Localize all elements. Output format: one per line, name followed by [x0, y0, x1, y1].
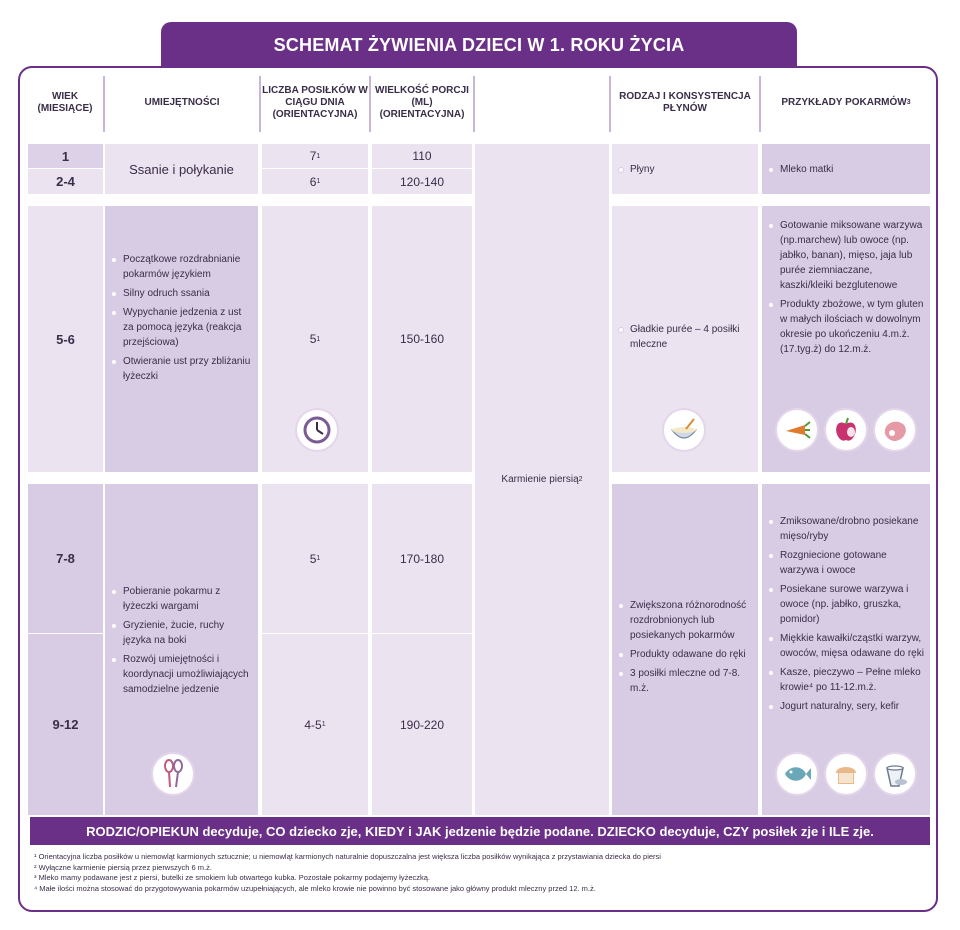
footnote: ⁴ Małe ilości można stosować do przygotowywania pokarmów uzupełniających, ale mleko krowie nie powinno być stosowane jako główny produkt mleczny przed 12. m.ż. — [34, 883, 596, 893]
footnote: ² Wyłączne karmienie piersią przez pierwszych 6 m.ż. — [34, 862, 212, 872]
portion-cell: 150-160 — [372, 206, 472, 472]
breastfeeding-cell: Karmienie piersią 2 — [475, 144, 609, 815]
yogurt-icon — [873, 752, 917, 796]
meals-cell: 4-5 1 — [262, 634, 368, 815]
skills-cell: Ssanie i połykanie — [105, 144, 258, 194]
header-portion: WIELKOŚĆ PORCJI (ML) (ORIENTACYJNA) — [375, 85, 469, 120]
header-meals: LICZBA POSIŁKÓW W CIĄGU DNIA (ORIENTACYJNA) — [262, 85, 368, 120]
footnotes — [34, 852, 914, 894]
footnote: ³ Mleko mamy podawane jest z piersi, butelki ze smokiem lub otwartego kubka. Pozostałe pokarmy podajemy łyżeczką. — [34, 873, 431, 882]
meals-cell: 5 1 — [262, 484, 368, 633]
skills-cell: Początkowe rozdrabnianie pokarmów językiem Silny odruch ssania Wypychanie jedzenia z ust za pomocą języka (reakcja przejściowa) Otwieranie ust przy zbliżaniu łyżeczki — [105, 206, 258, 472]
meals-cell: 6 1 — [262, 169, 368, 194]
spoons-icon — [151, 752, 195, 796]
footnote: ¹ Orientacyjna liczba posiłków u niemowląt karmionych sztucznie; u niemowląt karmionych naturalnie dopuszczalna jest większa liczba posiłków wynikająca z przystawiania dziecka do piersi — [34, 852, 661, 861]
meals-cell: 7 1 — [262, 144, 368, 168]
age-cell: 5-6 — [28, 206, 103, 472]
foods-cell: Zmiksowane/drobno posiekane mięso/ryby Rozgniecione gotowane warzywa i owoce Posiekane surowe warzywa i owoce (np. jabłko, gruszka, pomidor) Miękkie kawałki/cząstki warzyw, owoców, mięsa odawane do ręki Kasze, pieczywo – Pełne mleko krowie⁴ po 11-12.m.ż. Jogurt naturalny, sery, kefir — [762, 484, 930, 815]
skills-cell: Pobieranie pokarmu z łyżeczki wargami Gryzienie, żucie, ruchy języka na boki Rozwój umiejętności i koordynacji umożliwiających samodzielne jedzenie — [105, 484, 258, 815]
age-cell: 2-4 — [28, 169, 103, 194]
age-cell: 9-12 — [28, 634, 103, 815]
header-foods: PRZYKŁADY POKARMÓW 3 — [781, 97, 911, 108]
meals-cell: 5 1 — [262, 206, 368, 472]
bread-icon — [824, 752, 868, 796]
foods-cell: Gotowanie miksowane warzywa (np.marchew) lub owoce (np. jabłko, banan), mięso, jaja lub purée ziemniaczane, kaszki/kleiki bezglutenowe Produkty zbożowe, w tym gluten w małych ilościach w dowolnym okresie po ukończeniu 4.m.ż. (17.tyg.ż) do 12.m.ż. — [762, 206, 930, 472]
bowl-icon — [662, 408, 706, 452]
portion-cell: 190-220 — [372, 634, 472, 815]
carrot-icon — [775, 408, 819, 452]
apple-icon — [824, 408, 868, 452]
foods-cell: Mleko matki — [762, 144, 930, 194]
portion-cell: 120-140 — [372, 169, 472, 194]
header-skills: UMIEJĘTNOŚCI — [144, 97, 220, 108]
liquids-cell: Zwiększona różnorodność rozdrobnionych lub posiekanych pokarmów Produkty odawane do ręki 3 posiłki mleczne od 7-8. m.ż. — [612, 484, 758, 815]
fish-icon — [775, 752, 819, 796]
clock-icon — [295, 408, 339, 452]
liquids-cell: Gładkie purée – 4 posiłki mleczne — [612, 206, 758, 472]
age-cell: 1 — [28, 144, 103, 168]
footer-bar: RODZIC/OPIEKUN decyduje, CO dziecko zje, KIEDY i JAK jedzenie będzie podane. DZIECKO decyduje, CZY posiłek zje i ILE zje. — [30, 817, 930, 845]
liquids-cell: Płyny — [612, 144, 758, 194]
page-title: SCHEMAT ŻYWIENIA DZIECI W 1. ROKU ŻYCIA — [161, 22, 797, 68]
header-liquids: RODZAJ I KONSYSTENCJA PŁYNÓW — [619, 91, 751, 114]
portion-cell: 110 — [372, 144, 472, 168]
portion-cell: 170-180 — [372, 484, 472, 633]
ham-icon — [873, 408, 917, 452]
age-cell: 7-8 — [28, 484, 103, 633]
header-age: WIEK (MIESIĄCE) — [37, 91, 93, 114]
